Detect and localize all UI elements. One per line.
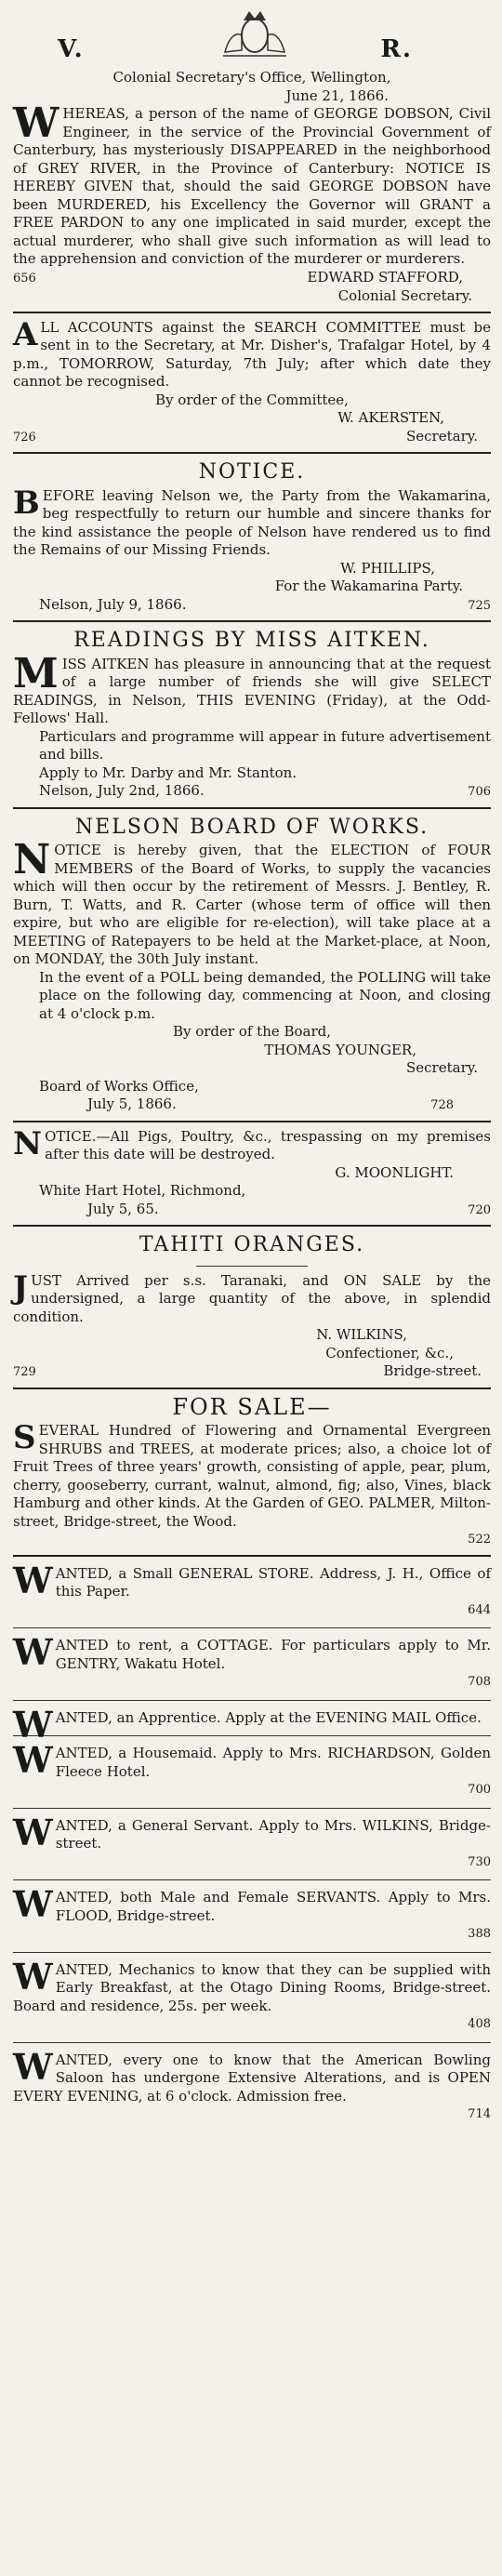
dobson-notice [13,69,491,306]
dobson-date: June 21, 1866. [285,86,389,104]
pigs-number: 720 [468,1202,491,1217]
divider [13,1121,491,1122]
wanted-number: 408 [468,2017,491,2031]
pigs-place: White Hart Hotel, Richmond, [39,1182,246,1199]
divider [13,620,491,622]
works-order: By order of the Board, [172,1023,332,1040]
pigs-dateline: July 5, 65. [87,1200,159,1217]
oranges-number: 729 [13,1365,36,1379]
wanted-text: WANTED, Mechanics to know that they can be supplied with Early Breakfast, at the Otago Dining Rooms, Bridge-street. Board and residence, 25s. per week. [13,1955,491,2014]
wanted-text: WANTED, a Housemaid. Apply to Mrs. RICHARDSON, Golden Fleece Hotel. [13,1739,491,1781]
divider [13,1555,491,1557]
readings-body: MISS AITKEN has pleasure in announcing that at the request of a large number of friends she will give SELECT READINGS, in Nelson, THIS EVENING (Friday), at the Odd-Fellows' Hall. [13,649,491,726]
works-body: NOTICE is hereby given, that the ELECTION of FOUR MEMBERS of the Board of Works, to supply the vacancies which will then occur by the retirement of Messrs. J. Bentley, R. Burn, T. Watts, and R. Carter (whose term of office will then expire, but who are eligible for re-election), will take place at a MEETING of Ratepayers to be held at the Market-place, at Noon, on MONDAY, the 30th July instant. [13,836,491,967]
wanted-text: WANTED, a Small GENERAL STORE. Address, J. H., Office of this Paper. [13,1559,491,1601]
readings-number: 706 [468,785,491,799]
wanted-ad [13,1955,491,2037]
divider [13,1225,491,1227]
wanted-ad [13,2045,491,2127]
readings-apply: Apply to Mr. Darby and Mr. Stanton. [39,764,297,781]
works-body-2: In the event of a POLL being demanded, the POLLING will take place on the following day, commencing at Noon, and closing at 4 o'clock p.m. [39,968,491,1022]
wakamarina-heading: NOTICE. [198,460,306,484]
royal-crest-icon [216,4,294,60]
wakamarina-notice [13,459,491,615]
search-order: By order of the Committee, [155,391,349,408]
for-sale-notice [13,1395,491,1549]
oranges-signatory: N. WILKINS, [316,1326,407,1343]
masthead [13,0,491,65]
divider [13,1952,491,1953]
masthead-left: V. [58,35,85,63]
divider [13,1808,491,1809]
readings-heading: READINGS BY MISS AITKEN. [73,629,430,652]
wanted-number: 388 [468,1927,491,1941]
wanted-ad [13,1811,491,1875]
wanted-number: 700 [468,1783,491,1797]
works-signatory-title: Secretary. [406,1059,478,1076]
dobson-signatory-title: Colonial Secretary. [337,287,472,304]
works-dateline: July 5, 1866. [87,1095,177,1112]
works-number: 728 [430,1098,454,1112]
wanted-number: 730 [468,1854,491,1869]
for-sale-heading: FOR SALE— [172,1393,332,1420]
wanted-ad [13,1883,491,1946]
oranges-signatory-title: Confectioner, &c., [325,1344,454,1361]
pigs-signatory: G. MOONLIGHT. [335,1163,454,1181]
wanted-text: WANTED, every one to know that the American Bowling Saloon has undergone Extensive Alterations, and is OPEN EVERY EVENING, at 6 o'clock. Admission free. [13,2045,491,2105]
dobson-body: WHEREAS, a person of the name of GEORGE DOBSON, Civil Engineer, in the service of the Provincial Government of Canterbury, has mysteriously DISAPPEARED in the neighborhood of GREY RIVER, in the Province of Canterbury: NOTICE IS HEREBY GIVEN that, should the said GEORGE DOBSON have been MURDERED, his Excellency the Governor will GRANT a FREE PARDON to any one implicated in said murder, except the actual murderer, who shall give such information as will lead to the apprehension and conviction of the murderer or murderers. [13,100,491,267]
works-signatory: THOMAS YOUNGER, [264,1041,416,1058]
wakamarina-body: BEFORE leaving Nelson we, the Party from the Wakamarina, beg respectfully to return our humble and sincere thanks for the kind assistance the people of Nelson have rendered us to find the Remains of our Missing Friends. [13,484,491,558]
wanted-text: WANTED, an Apprentice. Apply at the EVENING MAIL Office. [13,1703,482,1746]
trespass-notice [13,1124,491,1220]
search-signatory-title: Secretary. [406,427,478,445]
wanted-ad [13,1703,491,1746]
wakamarina-number: 725 [468,598,491,613]
works-office: Board of Works Office, [39,1077,199,1095]
oranges-heading: TAHITI ORANGES. [139,1233,365,1256]
oranges-address: Bridge-street. [383,1362,482,1379]
oranges-body: JUST Arrived per s.s. Taranaki, and ON SALE by the undersigned, a large quantity of the above, in splendid condition. [13,1268,491,1325]
wakamarina-dateline: Nelson, July 9, 1866. [39,595,187,613]
dobson-number: 656 [13,271,36,285]
search-body: ALL ACCOUNTS against the SEARCH COMMITTEE must be sent in to the Secretary, at Mr. Disher's, Trafalgar Hotel, by 4 p.m., TOMORROW, Saturday, 7th July; after which date they cannot be recognised. [13,315,491,390]
readings-dateline: Nelson, July 2nd, 1866. [39,782,205,799]
wanted-ad [13,1739,491,1802]
divider [13,2042,491,2043]
wanted-number: 644 [468,1602,491,1617]
divider [13,1388,491,1389]
readings-notice [13,628,491,802]
divider [13,1627,491,1628]
wanted-text: WANTED to rent, a COTTAGE. For particulars apply to Mr. GENTRY, Wakatu Hotel. [13,1631,491,1673]
wanted-ad [13,1631,491,1694]
dobson-dateline: Colonial Secretary's Office, Wellington, [112,69,391,86]
for-sale-number: 522 [468,1533,491,1547]
divider [13,1879,491,1880]
for-sale-body: SEVERAL Hundred of Flowering and Ornamental Evergreen SHRUBS and TREES, at moderate prices; also, a choice lot of Fruit Trees of three years' growth, consisting of apple, pear, plum, cherry, gooseberry, currant, walnut, almond, fig; also, Vines, black Hamburg and other kinds. At the Garden of GEO. PALMER, Milton-street, Bridge-street, the Wood. [13,1419,491,1530]
pigs-body: NOTICE.—All Pigs, Poultry, &c., trespassing on my premises after this date will be destroyed. [13,1124,491,1162]
search-signatory: W. AKERSTEN, [337,409,444,426]
wanted-number: 714 [468,2107,491,2121]
oranges-notice [13,1232,491,1382]
masthead-right: R. [380,35,413,63]
dobson-signatory: EDWARD STAFFORD, [307,268,463,285]
readings-body-2: Particulars and programme will appear in future advertisement and bills. [39,727,491,763]
divider [13,1735,491,1736]
short-divider [196,1266,308,1267]
wanted-text: WANTED, a General Servant. Apply to Mrs. WILKINS, Bridge-street. [13,1811,491,1853]
works-heading: NELSON BOARD OF WORKS. [74,815,429,839]
divider [13,452,491,454]
board-of-works-notice [13,815,491,1115]
divider [13,1700,491,1701]
search-committee-notice [13,315,491,447]
divider [13,807,491,809]
wanted-ad [13,1559,491,1623]
wakamarina-signatory: W. PHILLIPS, [340,559,435,577]
search-number: 726 [13,430,36,445]
wanted-text: WANTED, both Male and Female SERVANTS. Apply to Mrs. FLOOD, Bridge-street. [13,1883,491,1925]
divider [13,312,491,313]
wakamarina-signatory-title: For the Wakamarina Party. [274,578,463,594]
wanted-number: 708 [468,1675,491,1689]
